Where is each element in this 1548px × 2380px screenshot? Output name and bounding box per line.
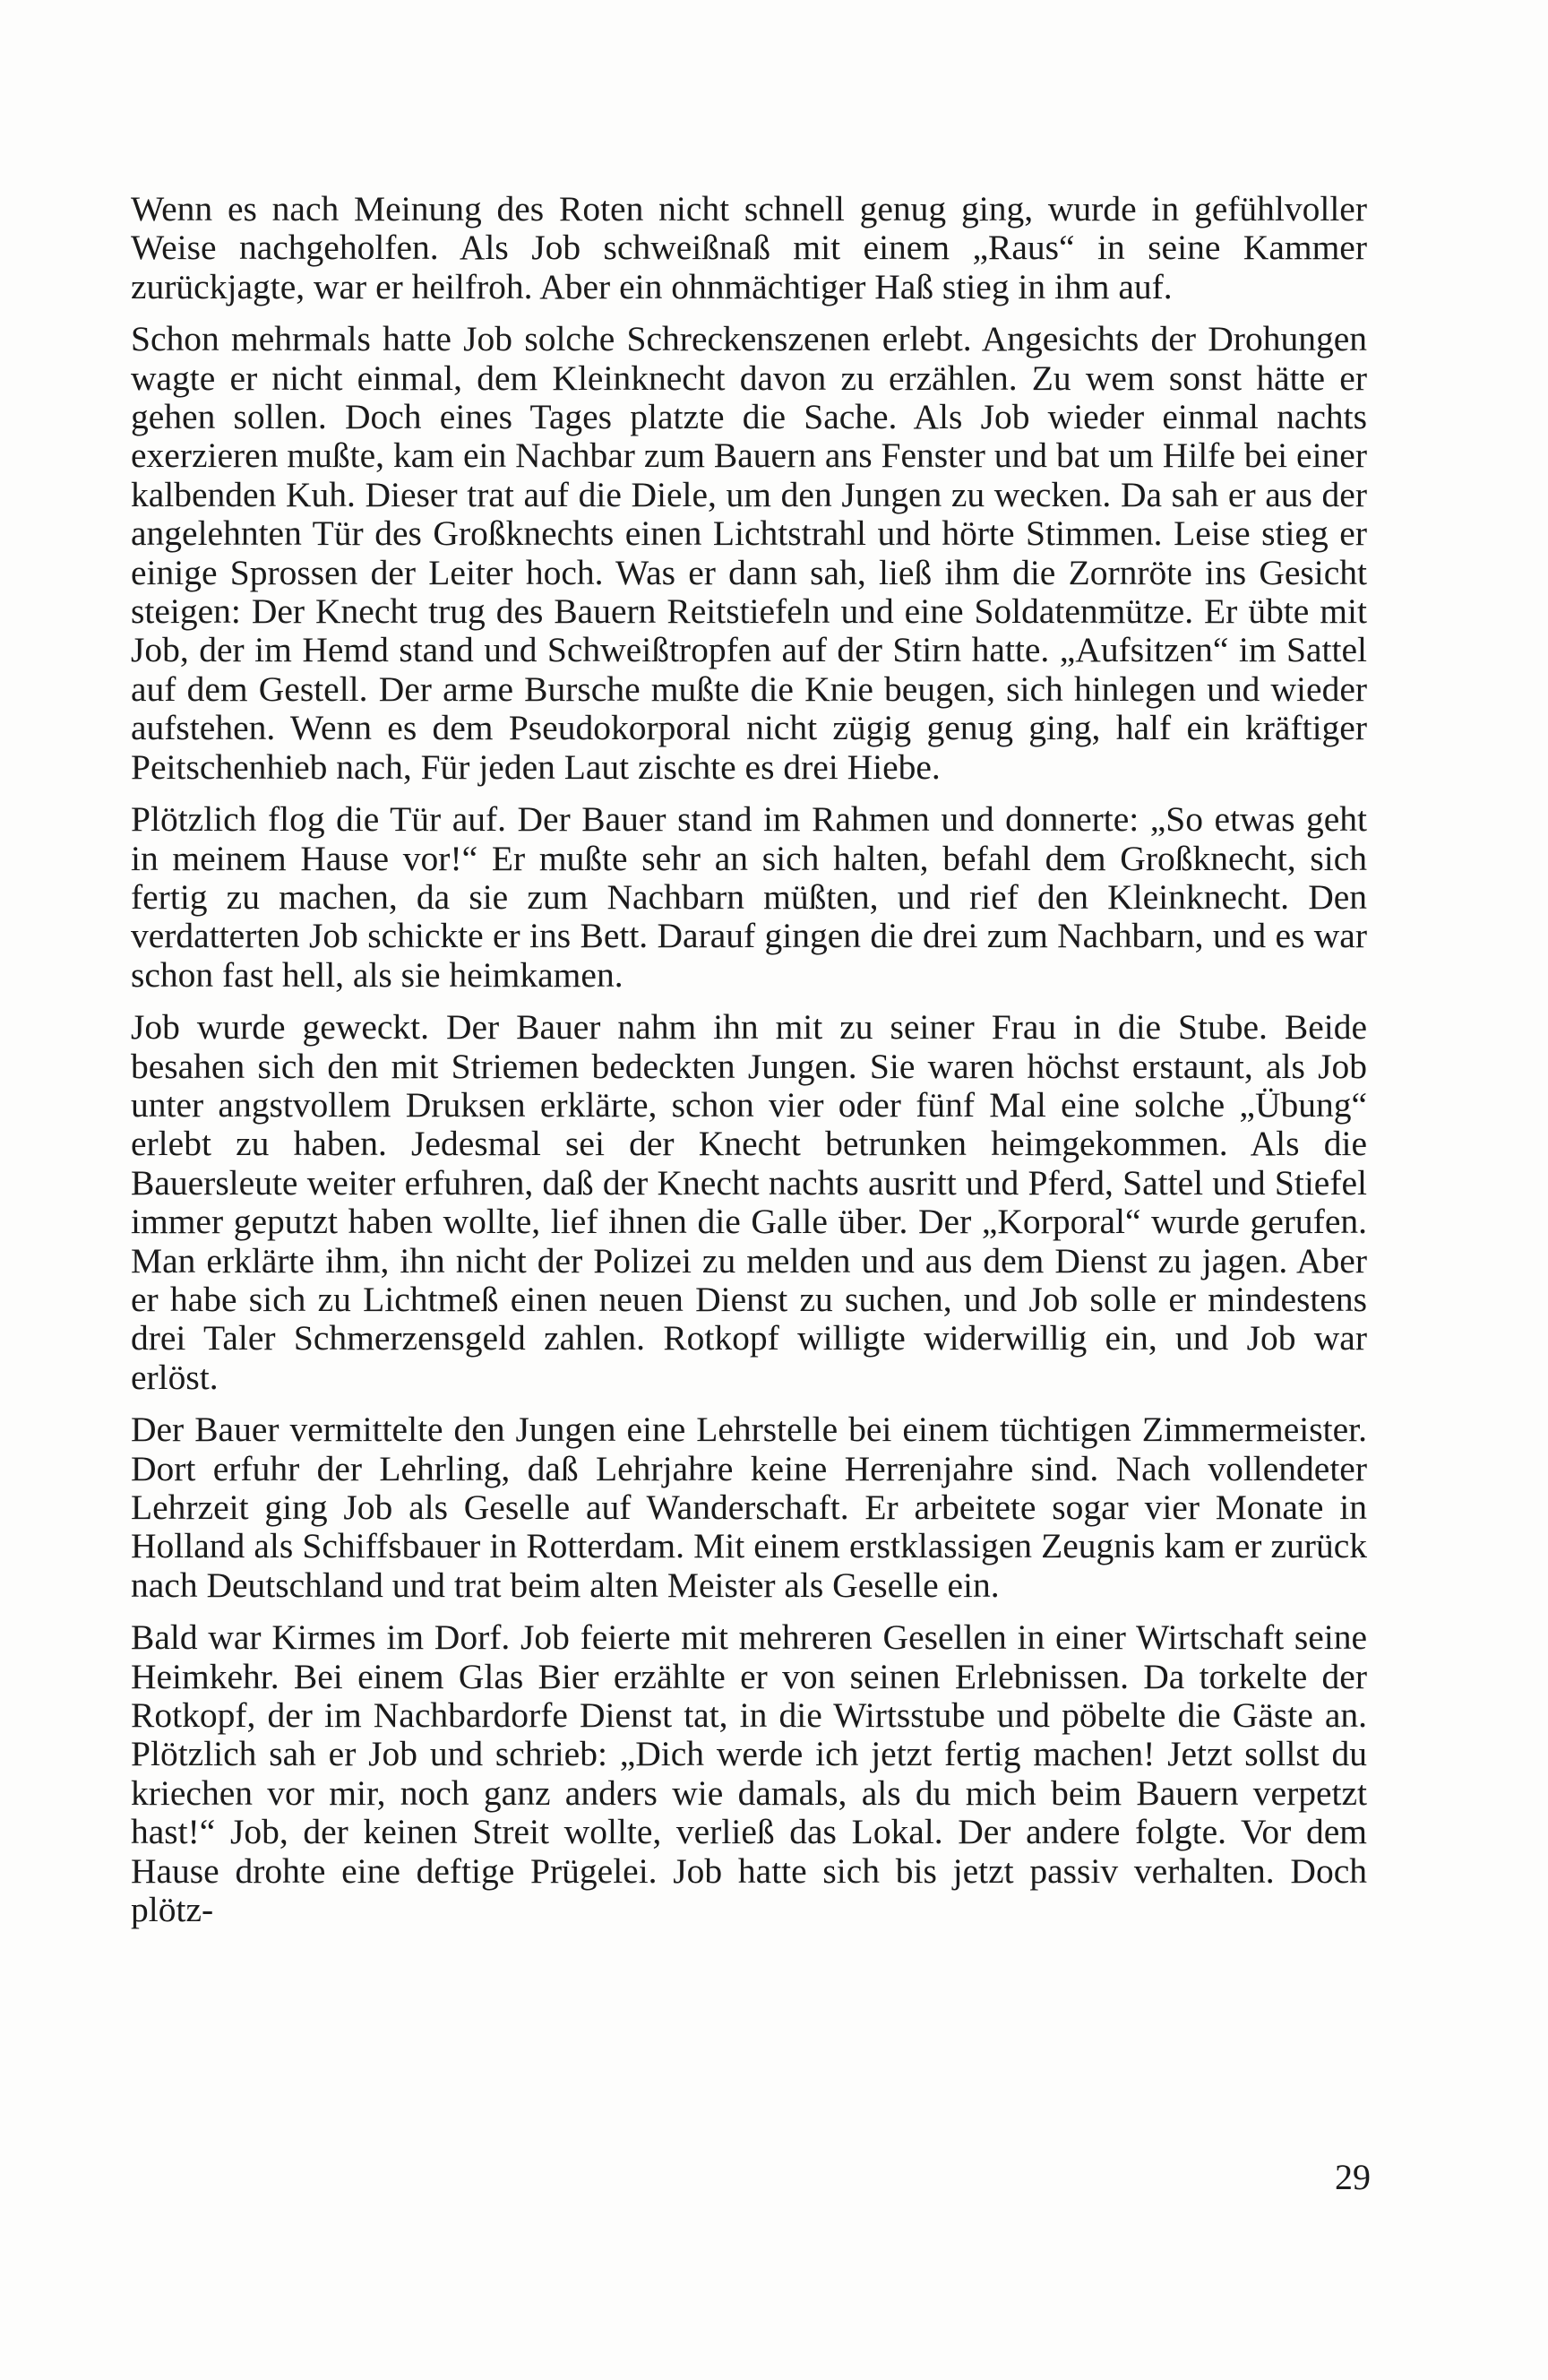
body-text <box>131 190 1367 1943</box>
paragraph-5: Der Bauer vermittelte den Jungen eine Lehrstelle bei einem tüchtigen Zimmermeister. Dort erfuhr der Lehrling, daß Lehrjahre keine Herrenjahre sind. Nach vollendeter Lehrzeit ging Job als Geselle auf Wanderschaft. Er arbeitete sogar vier Monate in Holland als Schiffsbauer in Rotterdam. Mit einem erstklassigen Zeugnis kam er zurück nach Deutschland und trat beim alten Meister als Geselle ein. <box>131 1410 1367 1605</box>
paragraph-3: Plötzlich flog die Tür auf. Der Bauer stand im Rahmen und donnerte: „So etwas geht in meinem Hause vor!“ Er mußte sehr an sich halten, befahl dem Großknecht, sich fertig zu machen, da sie zum Nachbarn müßten, und rief den Kleinknecht. Den verdatterten Job schickte er ins Bett. Darauf gingen die drei zum Nachbarn, und es war schon fast hell, als sie heimkamen. <box>131 799 1367 995</box>
paragraph-4: Job wurde geweckt. Der Bauer nahm ihn mit zu seiner Frau in die Stube. Beide besahen sich den mit Striemen bedeckten Jungen. Sie waren höchst erstaunt, als Job unter angstvollem Druksen erklärte, schon vier oder fünf Mal eine solche „Übung“ erlebt zu haben. Jedesmal sei der Knecht betrunken heimgekommen. Als die Bauersleute weiter erfuhren, daß der Knecht nachts ausritt und Pferd, Sattel und Stiefel immer geputzt haben wollte, lief ihnen die Galle über. Der „Korporal“ wurde gerufen. Man erklärte ihm, ihn nicht der Polizei zu melden und aus dem Dienst zu jagen. Aber er habe sich zu Lichtmeß einen neuen Dienst zu suchen, und Job solle er mindestens drei Taler Schmerzensgeld zahlen. Rotkopf willigte widerwillig ein, und Job war erlöst. <box>131 1007 1367 1397</box>
paragraph-2: Schon mehrmals hatte Job solche Schreckenszenen erlebt. Angesichts der Drohungen wagte er nicht einmal, dem Kleinknecht davon zu erzählen. Zu wem sonst hätte er gehen sollen. Doch eines Tages platzte die Sache. Als Job wieder einmal nachts exerzieren mußte, kam ein Nachbar zum Bauern ans Fenster und bat um Hilfe bei einer kalbenden Kuh. Dieser trat auf die Diele, um den Jungen zu wecken. Da sah er aus der angelehnten Tür des Großknechts einen Lichtstrahl und hörte Stimmen. Leise stieg er einige Sprossen der Leiter hoch. Was er dann sah, ließ ihm die Zornröte ins Gesicht steigen: Der Knecht trug des Bauern Reitstiefeln und eine Soldatenmütze. Er übte mit Job, der im Hemd stand und Schweißtropfen auf der Stirn hatte. „Aufsitzen“ im Sattel auf dem Gestell. Der arme Bursche mußte die Knie beugen, sich hinlegen und wieder aufstehen. Wenn es dem Pseudokorporal nicht zügig genug ging, half ein kräftiger Peitschenhieb nach, Für jeden Laut zischte es drei Hiebe. <box>131 319 1367 787</box>
paragraph-1: Wenn es nach Meinung des Roten nicht schnell genug ging, wurde in gefühlvoller Weise nachgeholfen. Als Job schweißnaß mit einem „Raus“ in seine Kammer zurückjagte, war er heilfroh. Aber ein ohnmächtiger Haß stieg in ihm auf. <box>131 189 1367 306</box>
page-number: 29 <box>1335 2157 1371 2197</box>
paragraph-6: Bald war Kirmes im Dorf. Job feierte mit mehreren Gesellen in einer Wirtschaft seine Heimkehr. Bei einem Glas Bier erzählte er von seinen Erlebnissen. Da torkelte der Rotkopf, der im Nachbardorfe Dienst tat, in die Wirtsstube und pöbelte die Gäste an. Plötzlich sah er Job und schrieb: „Dich werde ich jetzt fertig machen! Jetzt sollst du kriechen vor mir, noch ganz anders wie damals, als du mich beim Bauern verpetzt hast!“ Job, der keinen Streit wollte, verließ das Lokal. Der andere folgte. Vor dem Hause drohte eine deftige Prügelei. Job hatte sich bis jetzt passiv verhalten. Doch plötz- <box>131 1617 1367 1930</box>
